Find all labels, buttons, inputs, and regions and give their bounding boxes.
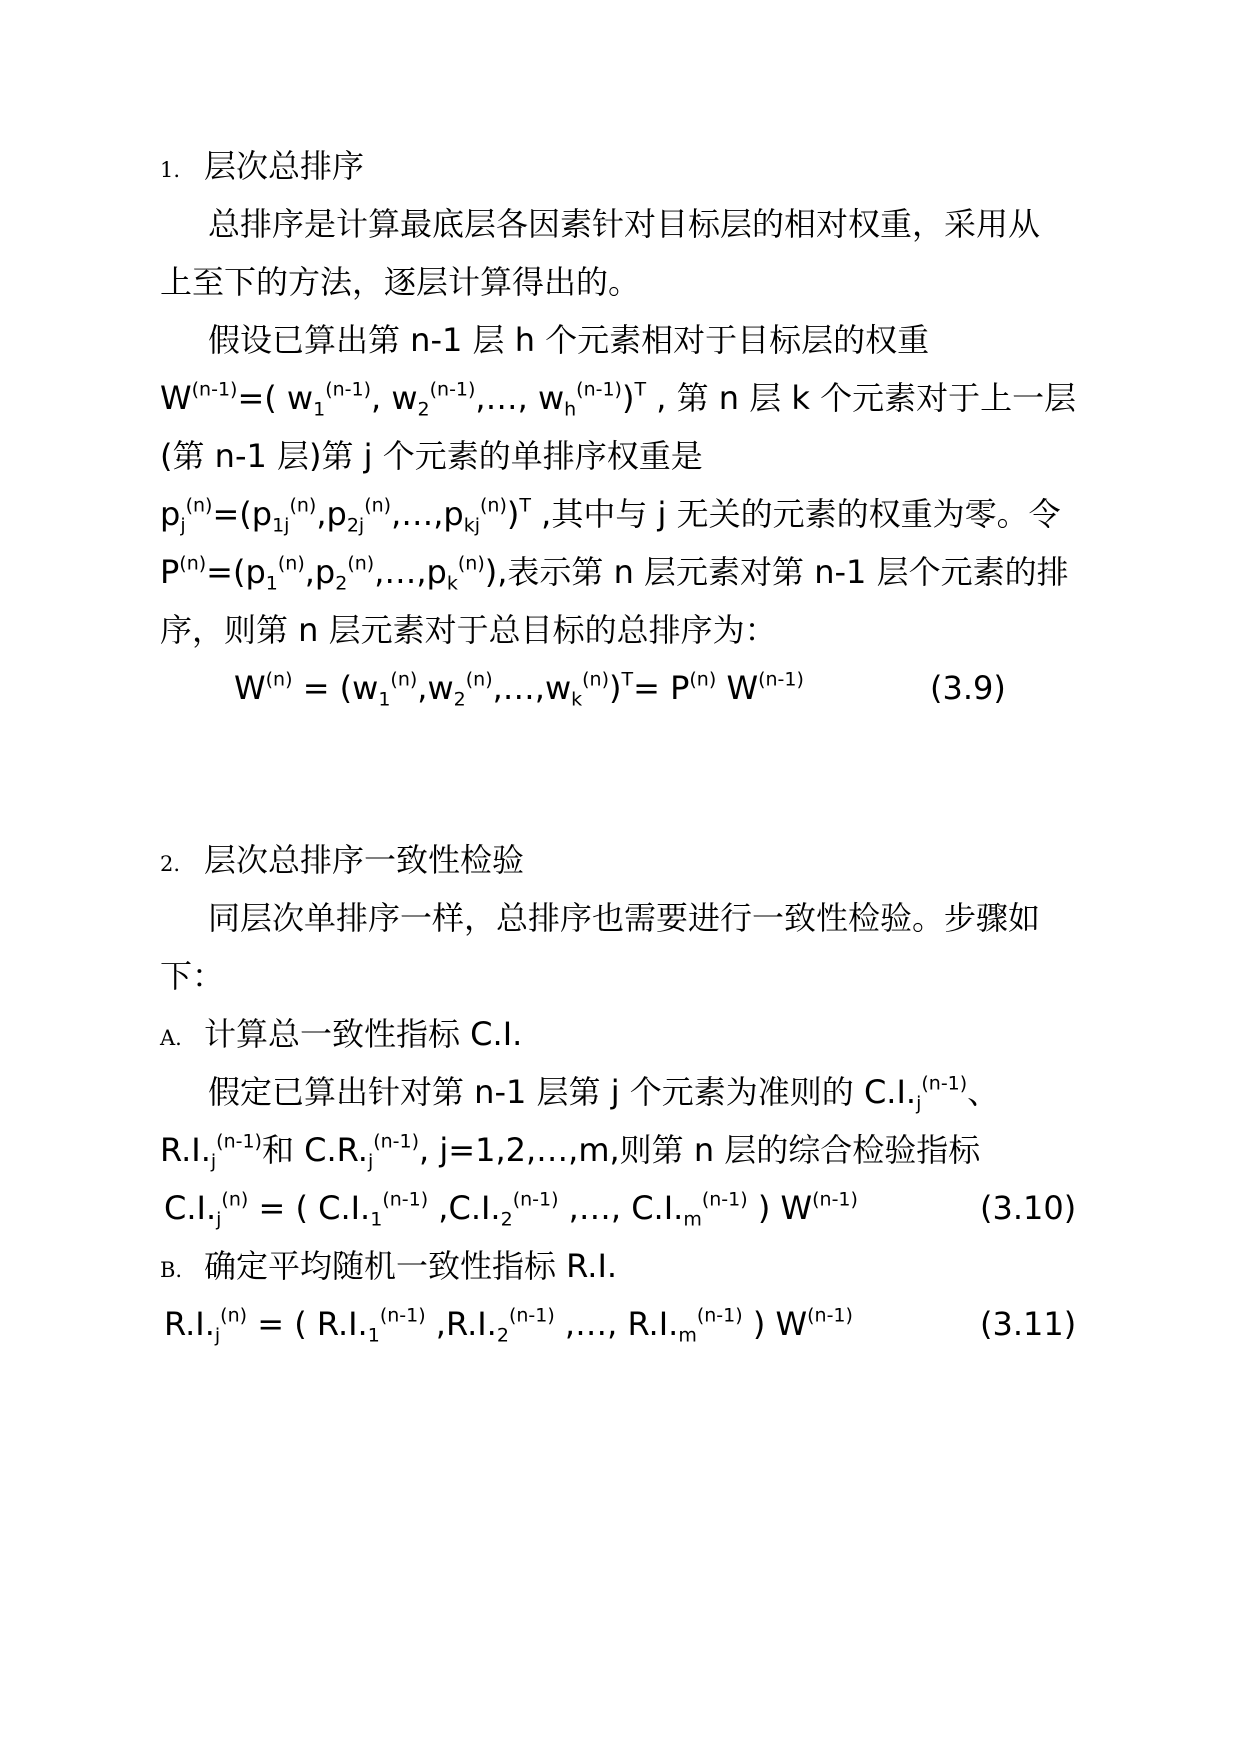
step-b-heading: [160, 1246, 617, 1290]
paragraph-text: 假定已算出针对第 n-1 层第 j 个元素为准则的 C.I.: [208, 1073, 917, 1111]
equation-3-9: $W^{(n)}$ = $(w_1^{(n)},w_2^{(n)},\dots,w_k^{(n)})^T= P^{(n)}$ $W^{(n-1)}$: [234, 668, 804, 711]
equation-3-10: $C.I._j^{(n)}$ = ( $C.I._1^{(n-1)}$ $,C.I._2^{(n-1)}$ ,…, $C.I._m^{(n-1)}$ ) $W^{(n-1)}$: [164, 1188, 858, 1231]
equation-number: (3.10): [980, 1189, 1077, 1227]
paragraph-line-formula: $P^{(n)}=(p_1^{(n)},p_2^{(n)},\dots,p_k^{(n)})$,表示第 n 层元素对第 n-1 层个元素的排: [160, 552, 1069, 595]
paragraph-line-formula: 假定已算出针对第 n-1 层第 j 个元素为准则的 $C.I._j^{(n-1)}$、: [208, 1072, 1000, 1115]
paragraph-text: , 第 n 层 k 个元素对于上一层: [646, 379, 1077, 417]
step-title: 确定平均随机一致性指标 R.I.: [204, 1247, 618, 1285]
section-number: 2.: [160, 852, 181, 876]
step-letter: A.: [160, 1026, 182, 1050]
step-a-heading: [160, 1014, 522, 1058]
paragraph-line-formula: $R.I._j^{(n-1)}$和 $C.R._j^{(n-1)}$, j=1,2,…,m,则第 n 层的综合检验指标: [160, 1130, 981, 1173]
section-2-heading: [160, 840, 524, 884]
equation-number: (3.11): [980, 1305, 1077, 1343]
section-1-heading: [160, 146, 364, 190]
paragraph-line: 下：: [160, 957, 225, 995]
paragraph-text: ,其中与 j 无关的元素的权重为零。令: [530, 495, 1061, 533]
paragraph-line: 同层次单排序一样，总排序也需要进行一致性检验。步骤如: [208, 899, 1041, 937]
section-title: 层次总排序一致性检验: [204, 841, 525, 879]
step-letter: B.: [160, 1258, 183, 1282]
paragraph-line-formula: $p_j^{(n)}=(p_{1j}^{(n)},p_{2j}^{(n)},\dots,p_{kj}^{(n)})^T$ ,其中与 j 无关的元素的权重为零。令: [160, 494, 1061, 537]
paragraph-line: (第 n-1 层)第 j 个元素的单排序权重是: [160, 437, 703, 475]
paragraph-text: 、: [967, 1073, 1000, 1111]
paragraph-line: 总排序是计算最底层各因素针对目标层的相对权重，采用从: [208, 205, 1041, 243]
step-title: 计算总一致性指标 C.I.: [204, 1015, 523, 1053]
paragraph-line: 序，则第 n 层元素对于总目标的总排序为：: [160, 611, 777, 649]
paragraph-line: 上至下的方法，逐层计算得出的。: [160, 263, 641, 301]
equation-3-11: $R.I._j^{(n)}$ = ( $R.I._1^{(n-1)}$ $,R.I._2^{(n-1)}$ ,…, $R.I._m^{(n-1)}$ ) $W^{(n-1)}$: [164, 1304, 853, 1347]
paragraph-text: , j=1,2,…,m,则第 n 层的综合检验指标: [419, 1131, 981, 1169]
equation-number: (3.9): [930, 669, 1006, 707]
section-title: 层次总排序: [204, 147, 365, 185]
paragraph-line: 假设已算出第 n-1 层 h 个元素相对于目标层的权重: [208, 321, 930, 359]
section-number: 1.: [160, 158, 181, 182]
paragraph-line-formula: $W^{(n-1)}=$( $w_1^{(n-1)}$, $w_2^{(n-1)},\dots$, $w_h^{(n-1)})^T$ , 第 n 层 k 个元素对于上一层: [160, 378, 1077, 421]
paragraph-text: ,表示第 n 层元素对第 n-1 层个元素的排: [497, 553, 1069, 591]
